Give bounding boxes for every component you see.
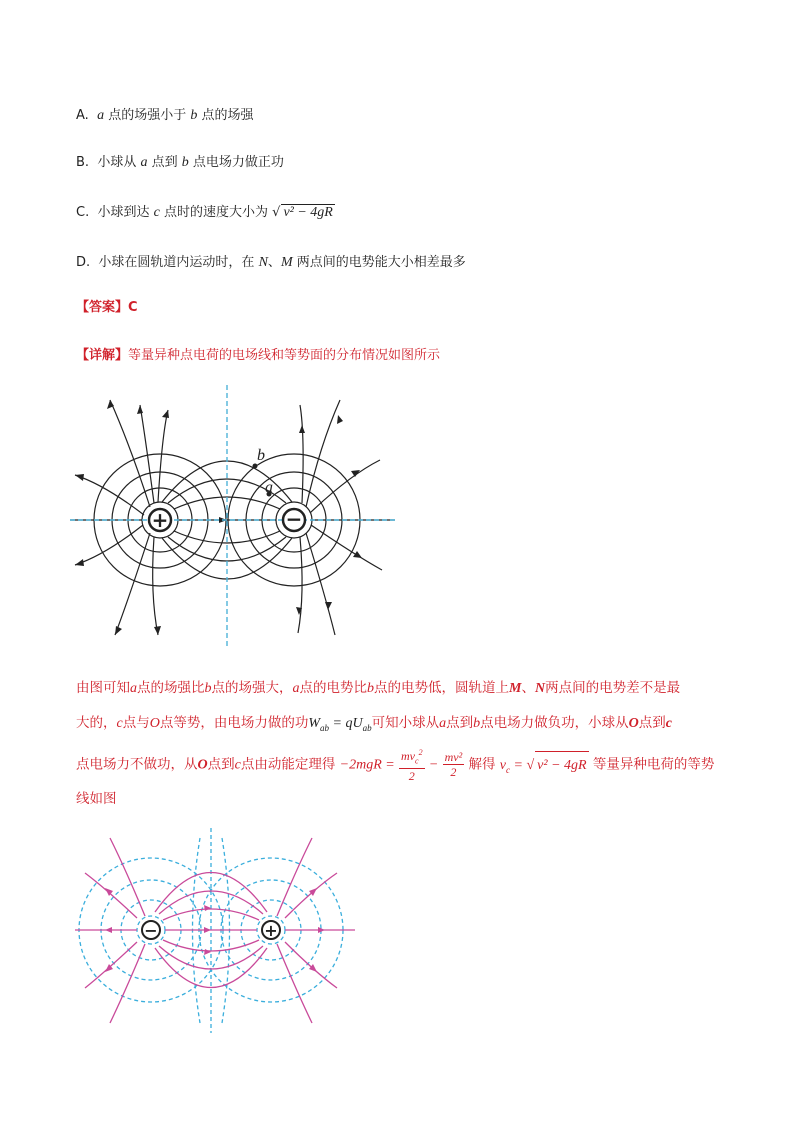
- var-b: b: [190, 108, 198, 123]
- expl-text: 点等势，由电场力做的功: [159, 715, 309, 731]
- label-b: b: [257, 447, 265, 464]
- option-a-text1: 点的场强小于: [108, 108, 187, 123]
- option-b: [76, 151, 284, 171]
- expl-text: 解得: [468, 756, 496, 773]
- eq-lhs: −2mgR =: [339, 757, 395, 773]
- option-c: [76, 201, 335, 221]
- frac1-den: 2: [408, 769, 415, 784]
- vc-radicand: v² − 4gR: [535, 751, 588, 780]
- pos-sign-2: +: [264, 921, 278, 940]
- expl-text: 可知小球从: [371, 715, 440, 731]
- var-b: b: [204, 681, 212, 696]
- expl-text: 线如图: [76, 791, 117, 808]
- expl-text: 点的场强比: [137, 680, 205, 696]
- var-N: N: [534, 681, 546, 696]
- option-c-text0: 小球到达: [97, 205, 150, 220]
- option-c-text1: 点时的速度大小为: [164, 205, 269, 220]
- var-N: N: [258, 255, 268, 270]
- answer-line: [76, 296, 138, 315]
- vc-sub: c: [506, 764, 511, 775]
- var-c: c: [153, 205, 160, 220]
- option-c-label: C.: [76, 205, 90, 220]
- var-a: a: [140, 155, 148, 170]
- expl-text: 由图可知: [76, 680, 130, 696]
- expl-text: 点与: [122, 715, 150, 731]
- figure-equipotential-lines: [75, 828, 355, 1033]
- expl-text: 大的，: [76, 715, 117, 731]
- expl-line-3: [76, 746, 736, 784]
- expl-line-4: [76, 785, 736, 813]
- expl-text: 点的电势低，圆轨道上: [374, 680, 509, 696]
- pos-sign: +: [151, 508, 169, 532]
- expl-text: 点到: [446, 715, 474, 731]
- expl-text: 点电场力做负功，小球从: [480, 715, 629, 731]
- expl-text: 两点间的电势差不是最: [545, 680, 681, 696]
- var-a: a: [292, 681, 300, 696]
- option-a-label: A.: [76, 108, 89, 123]
- frac2-num: mv²: [444, 750, 463, 764]
- option-d-text1: 两点间的电势能大小相差最多: [296, 255, 466, 270]
- neg-sign: −: [285, 507, 303, 531]
- explanation-paragraph: [76, 674, 736, 813]
- expl-text: 点到: [638, 715, 666, 731]
- frac1-sub: c: [415, 756, 419, 766]
- arrow-heads: [75, 400, 362, 635]
- point-b-dot: [253, 464, 258, 469]
- vc-eq: =: [510, 757, 527, 773]
- frac2-den: 2: [450, 765, 457, 779]
- field-line-group: [70, 400, 395, 635]
- var-M: M: [509, 681, 522, 696]
- expl-text: 点的电势比: [299, 680, 367, 696]
- field-line-group-2: [75, 838, 355, 1023]
- option-b-text0: 小球从: [97, 155, 137, 170]
- expl-text: 点到: [207, 756, 235, 773]
- detail-line: [76, 344, 440, 363]
- option-a-text2: 点的场强: [201, 108, 254, 123]
- fraction-1: $\frac{mv_c^2}{2}$: [401, 747, 423, 784]
- vc-v: v: [499, 757, 507, 773]
- detail-tag: 【详解】: [76, 348, 129, 363]
- option-b-text2: 点电场力做正功: [192, 155, 284, 170]
- var-b: b: [473, 716, 481, 731]
- frac1-num: mv: [401, 748, 415, 763]
- option-d-sep: 、: [267, 255, 281, 270]
- sqrt-symbol: √: [272, 205, 281, 220]
- expl-text: 等量异种电荷的等势: [592, 756, 715, 773]
- expl-line-2: [76, 709, 736, 742]
- option-d: [76, 251, 466, 271]
- fraction-2: [443, 750, 465, 779]
- work-sub: ab: [320, 722, 330, 733]
- expl-text: 点的场强大，: [211, 680, 293, 696]
- work-equation: [308, 716, 371, 731]
- var-c: c: [665, 716, 672, 731]
- expl-text: 点由动能定理得: [240, 756, 336, 773]
- work-rhs: = qU: [329, 716, 363, 731]
- var-b: b: [181, 155, 189, 170]
- sqrt-radicand: v² − 4gR: [283, 205, 333, 220]
- option-d-label: D.: [76, 255, 91, 270]
- neg-sign-2: −: [144, 921, 158, 940]
- expl-text: 、: [521, 680, 535, 696]
- vc-equation: $v_c$ = √ v² − 4gR: [500, 758, 589, 773]
- expl-text: 点电场力不做功，从: [76, 756, 198, 773]
- label-a: a: [265, 479, 273, 496]
- eq-minus: −: [428, 757, 439, 773]
- var-O: O: [628, 716, 639, 731]
- var-a: a: [439, 716, 447, 731]
- var-O: O: [197, 757, 208, 773]
- answer-value: C: [128, 300, 138, 315]
- var-a: a: [130, 681, 137, 696]
- figure-field-lines: [70, 385, 400, 650]
- work-sub2: ab: [362, 722, 372, 733]
- option-b-label: B.: [76, 155, 90, 170]
- expl-line-1: [76, 674, 736, 703]
- var-a: a: [97, 108, 105, 123]
- option-d-text0: 小球在圆轨道内运动时，在: [98, 255, 255, 270]
- option-b-text1: 点到: [151, 155, 178, 170]
- detail-text: 等量异种点电荷的电场线和等势面的分布情况如图所示: [128, 348, 441, 363]
- var-b: b: [367, 681, 374, 696]
- work-W: W: [308, 716, 321, 731]
- var-M: M: [280, 255, 293, 270]
- var-O: O: [149, 716, 160, 731]
- option-a: [76, 104, 254, 124]
- answer-tag: 【答案】: [76, 300, 129, 315]
- var-c: c: [116, 716, 123, 731]
- var-c: c: [234, 757, 241, 773]
